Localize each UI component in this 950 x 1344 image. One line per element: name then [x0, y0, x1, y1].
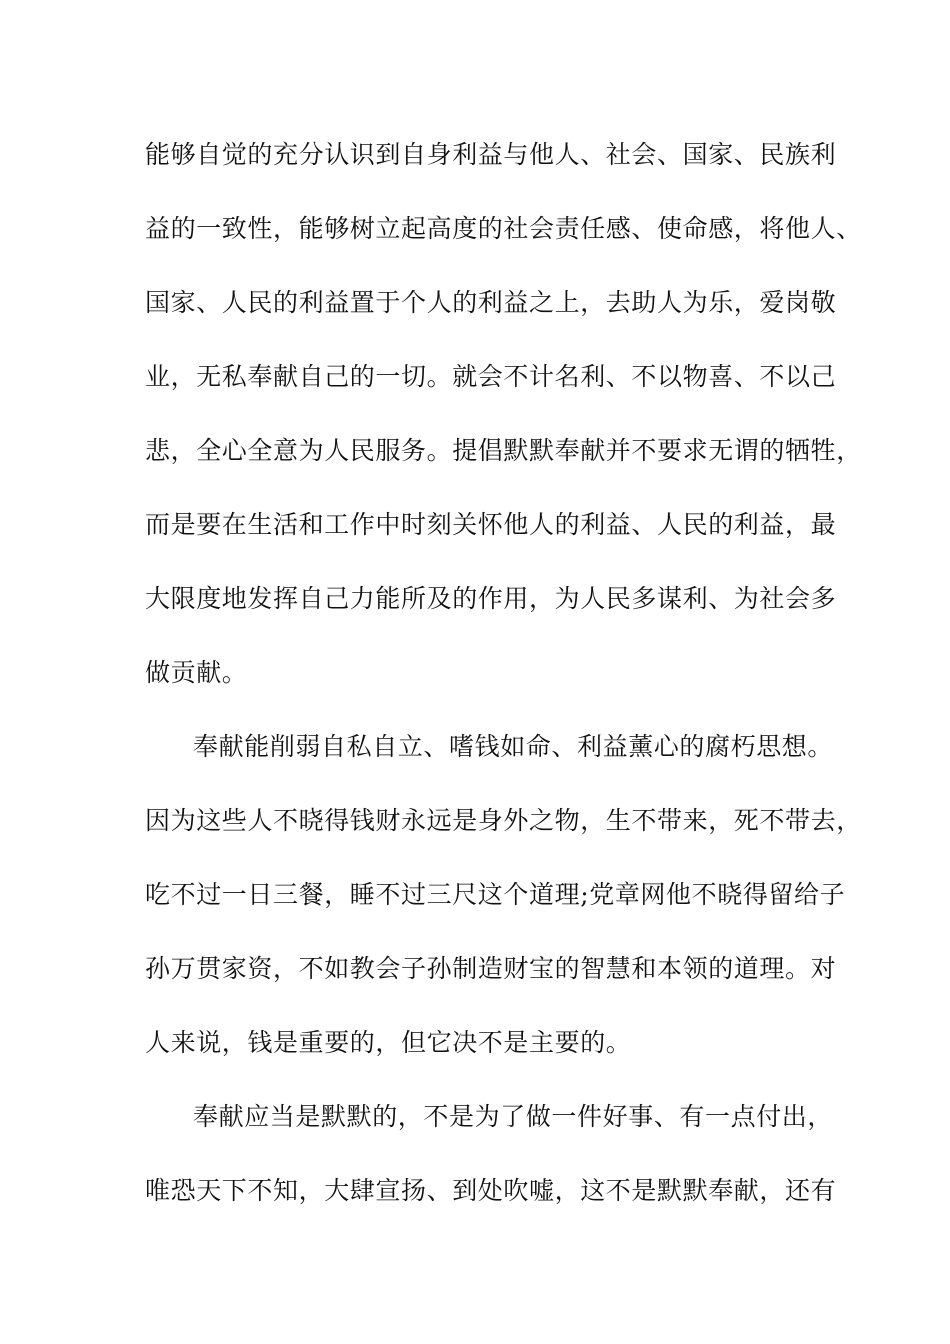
text-line-12: 孙万贯家资，不如教会子孙制造财宝的智慧和本领的道理。对 — [145, 954, 837, 983]
text-line-15: 唯恐天下不知，大肆宣扬、到处吹嘘，这不是默默奉献，还有 — [145, 1176, 837, 1205]
text-line-5: 悲，全心全意为人民服务。提倡默默奉献并不要求无谓的牺牲， — [145, 436, 862, 465]
text-line-6: 而是要在生活和工作中时刻关怀他人的利益、人民的利益，最 — [145, 510, 837, 539]
text-line-7: 大限度地发挥自己力能所及的作用，为人民多谋利、为社会多 — [145, 584, 837, 613]
text-line-14: 奉献应当是默默的，不是为了做一件好事、有一点付出， — [193, 1102, 834, 1131]
text-line-3: 国家、人民的利益置于个人的利益之上，去助人为乐，爱岗敬 — [145, 288, 837, 317]
text-line-8: 做贡献。 — [145, 658, 248, 687]
text-line-9: 奉献能削弱自私自立、嗜钱如命、利益薰心的腐朽思想。 — [193, 732, 834, 761]
text-line-4: 业，无私奉献自己的一切。就会不计名利、不以物喜、不以己 — [145, 362, 837, 391]
text-line-2: 益的一致性，能够树立起高度的社会责任感、使命感，将他人、 — [145, 214, 862, 243]
text-line-1: 能够自觉的充分认识到自身利益与他人、社会、国家、民族利 — [145, 140, 837, 169]
text-line-13: 人来说，钱是重要的，但它决不是主要的。 — [145, 1028, 632, 1057]
text-line-11: 吃不过一日三餐，睡不过三尺这个道理;党章网他不晓得留给子 — [145, 880, 846, 909]
text-line-10: 因为这些人不晓得钱财永远是身外之物，生不带来，死不带去， — [145, 806, 862, 835]
